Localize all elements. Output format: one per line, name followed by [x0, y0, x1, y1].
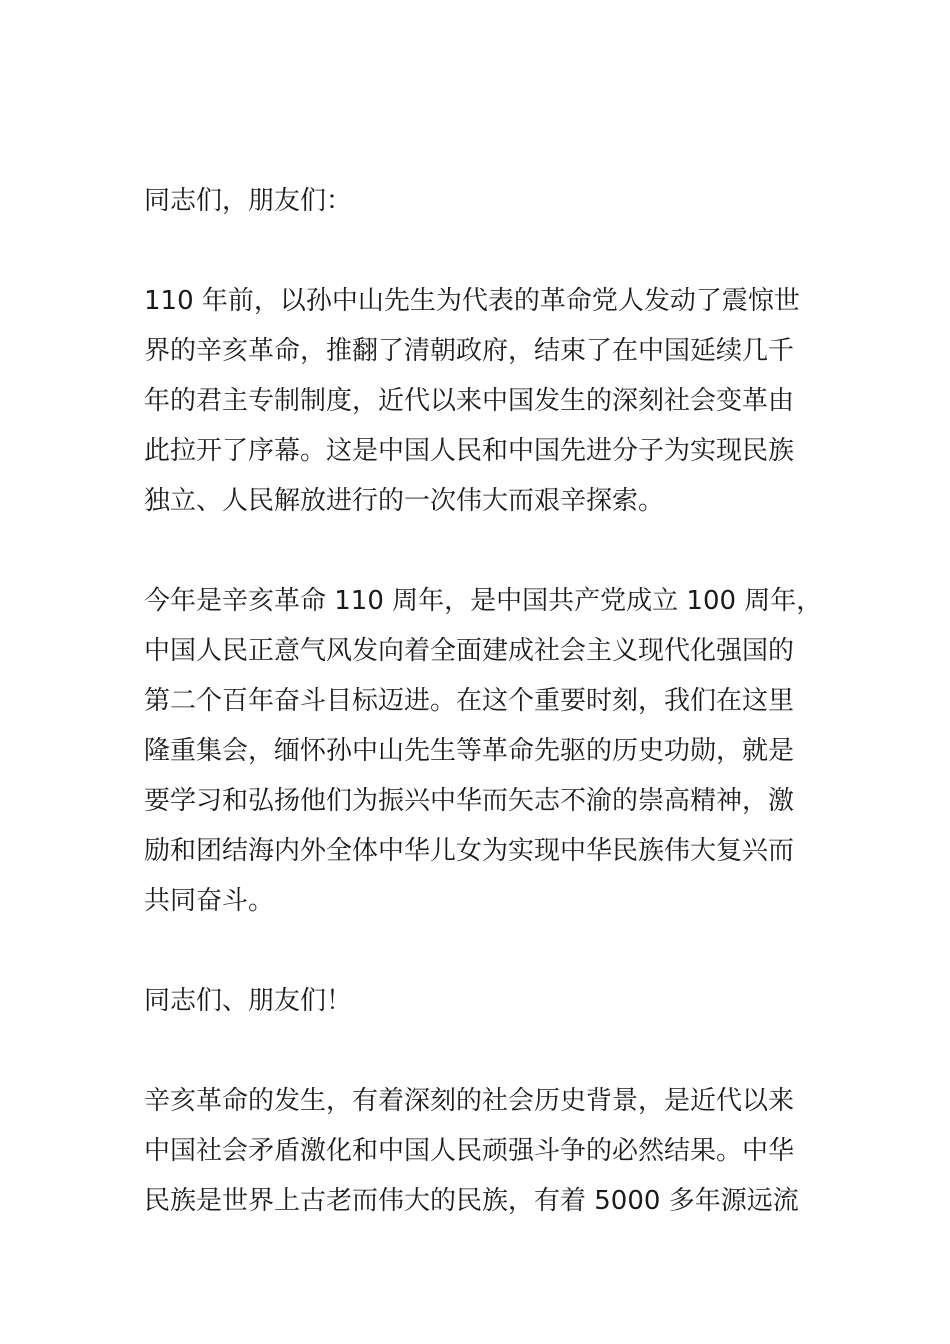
- text-line: 110 年前，以孙中山先生为代表的革命党人发动了震惊世: [144, 286, 800, 316]
- text-line: 共同奋斗。: [144, 886, 275, 916]
- text-line: 此拉开了序幕。这是中国人民和中国先进分子为实现民族: [144, 436, 795, 466]
- text-line: 界的辛亥革命，推翻了清朝政府，结束了在中国延续几千: [144, 336, 795, 366]
- body-paragraph: [144, 576, 823, 926]
- text-line: 要学习和弘扬他们为振兴中华而矢志不渝的崇高精神，激: [144, 786, 795, 816]
- text-line: 今年是辛亥革命 110 周年，是中国共产党成立 100 周年，: [144, 586, 823, 616]
- body-paragraph: [144, 1076, 808, 1226]
- text-line: 隆重集会，缅怀孙中山先生等革命先驱的历史功勋，就是: [144, 736, 795, 766]
- text-line: 励和团结海内外全体中华儿女为实现中华民族伟大复兴而: [144, 836, 795, 866]
- text-line: 独立、人民解放进行的一次伟大而艰辛探索。: [144, 486, 665, 516]
- text-line: 民族是世界上古老而伟大的民族，有着 5000 多年源远流: [144, 1186, 799, 1216]
- text-line: 第二个百年奋斗目标迈进。在这个重要时刻，我们在这里: [144, 686, 795, 716]
- text-line: 辛亥革命的发生，有着深刻的社会历史背景，是近代以来: [144, 1086, 795, 1116]
- text-line: 中国人民正意气风发向着全面建成社会主义现代化强国的: [144, 636, 795, 666]
- text-line: 同志们，朋友们：: [144, 186, 353, 216]
- document-body: [144, 176, 823, 1276]
- text-line: 年的君主专制制度，近代以来中国发生的深刻社会变革由: [144, 386, 795, 416]
- salutation-paragraph: [144, 976, 808, 1026]
- salutation-paragraph: [144, 176, 808, 226]
- text-line: 同志们、朋友们！: [144, 986, 353, 1016]
- body-paragraph: [144, 276, 808, 526]
- text-line: 中国社会矛盾激化和中国人民顽强斗争的必然结果。中华: [144, 1136, 795, 1166]
